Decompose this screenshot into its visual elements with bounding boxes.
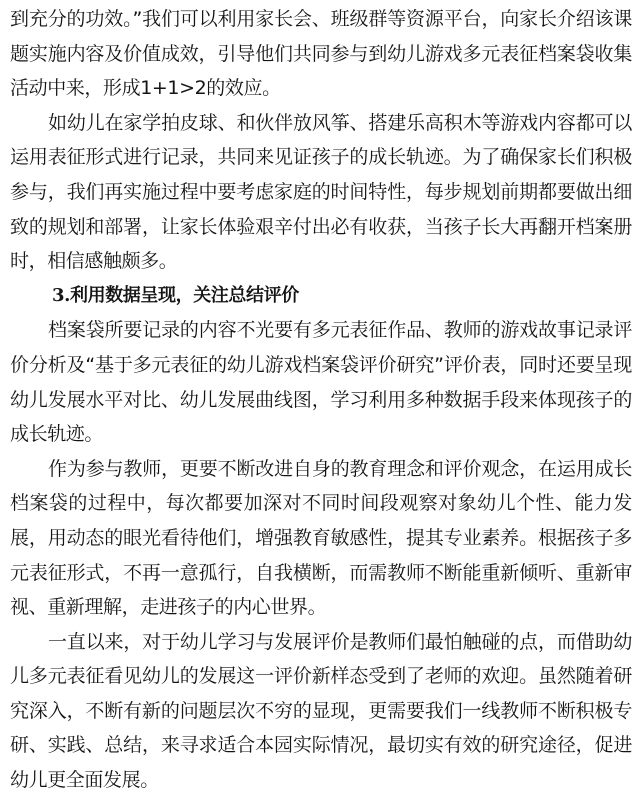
paragraph-teacher-role: 作为参与教师，更要不断改进自身的教育理念和评价观念，在运用成长档案袋的过程中，每次都要加深对不同时间段观察对象幼儿个性、能力发展，用动态的眼光看待他们，增强教育敏感性，提其专业素养。根据孩子多元表征形式，不再一意孤行，自我横断，而需教师不断能重新倾听、重新审视、重新理解，走进孩子的内心世界。 bbox=[10, 457, 632, 619]
paragraph-conclusion: 一直以来，对于幼儿学习与发展评价是教师们最怕触碰的点，而借助幼儿多元表征看见幼儿的发展这一评价新样态受到了老师的欢迎。虽然随着研究深入，不断有新的问题层次不穷的显现，更需要我们一线教师不断积极专研、实践、总结，来寻求适合本园实际情况，最切实有效的研究途径，促进幼儿更全面发展。 bbox=[10, 630, 632, 792]
paragraph-archive-content: 档案袋所要记录的内容不光要有多元表征作品、教师的游戏故事记录评价分析及“基于多元表征的幼儿游戏档案袋评价研究”评价表，同时还要呈现幼儿发展水平对比、幼儿发展曲线图，学习利用多种数据手段来体现孩子的成长轨迹。 bbox=[10, 319, 632, 446]
paragraph-family-participation: 如幼儿在家学拍皮球、和伙伴放风筝、搭建乐高积木等游戏内容都可以运用表征形式进行记录，共同来见证孩子的成长轨迹。为了确保家长们积极参与，我们再实施过程中要考虑家庭的时间特性，每步规划前期都要做出细致的规划和部署，让家长体验艰辛付出必有收获，当孩子长大再翻开档案册时，相信感触颇多。 bbox=[10, 111, 632, 273]
paragraph-continuation: 到充分的功效。”我们可以利用家长会、班级群等资源平台，向家长介绍该课题实施内容及价值成效，引导他们共同参与到幼儿游戏多元表征档案袋收集活动中来，形成1+1>2的效应。 bbox=[10, 8, 632, 100]
section-heading: 3.利用数据呈现，关注总结评价 bbox=[52, 284, 299, 306]
